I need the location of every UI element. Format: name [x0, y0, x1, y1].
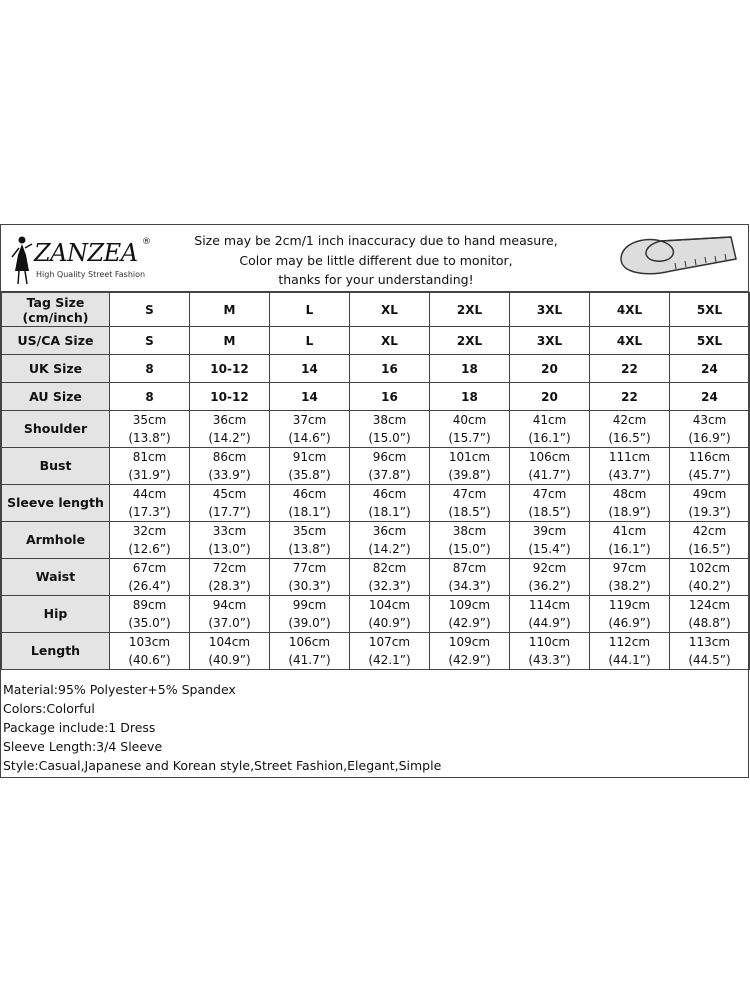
measure-cm: 35cm: [292, 524, 327, 538]
measure-cell: [350, 411, 430, 448]
measure-cm: 36cm: [212, 413, 247, 427]
measure-cm: 92cm: [532, 561, 567, 575]
measure-cm: 114cm: [528, 598, 571, 612]
measure-cell: [350, 522, 430, 559]
measure-inch: (17.7”): [208, 505, 251, 519]
note-line: Color may be little different due to monitor,: [239, 252, 513, 268]
measure-cell: [670, 522, 750, 559]
brand-logo: [5, 229, 165, 287]
size-cell: 3XL: [510, 293, 590, 327]
measure-inch: (33.9”): [208, 468, 251, 482]
row-label-line: (cm/inch): [22, 309, 89, 325]
measure-cm: 81cm: [132, 450, 167, 464]
measure-cell: [190, 596, 270, 633]
note-line: Size may be 2cm/1 inch inaccuracy due to hand measure,: [194, 233, 558, 248]
size-cell: 24: [670, 383, 750, 411]
measure-cell: [270, 411, 350, 448]
measure-inch: (36.2”): [528, 579, 571, 593]
measure-inch: (44.5”): [688, 653, 731, 667]
row-label: AU Size: [2, 383, 110, 411]
measure-cell: [510, 411, 590, 448]
measure-cm: 41cm: [612, 524, 647, 538]
measure-inch: (18.5”): [528, 505, 571, 519]
measure-cm: 72cm: [212, 561, 247, 575]
size-cell: 18: [430, 355, 510, 383]
measure-cell: [670, 596, 750, 633]
size-cell: L: [270, 293, 350, 327]
brand-name: ZANZEA: [34, 239, 138, 267]
measure-inch: (48.8”): [688, 616, 731, 630]
measure-cm: 46cm: [372, 487, 407, 501]
measure-cell: [430, 633, 510, 670]
measure-inch: (30.3”): [288, 579, 331, 593]
measure-inch: (16.1”): [608, 542, 651, 556]
measure-cm: 107cm: [368, 635, 411, 649]
measure-cell: [590, 411, 670, 448]
measure-inch: (41.7”): [288, 653, 331, 667]
measure-cm: 47cm: [532, 487, 567, 501]
table-row: [2, 383, 750, 411]
measure-inch: (13.8”): [288, 542, 331, 556]
measure-cm: 86cm: [212, 450, 247, 464]
measure-cell: [590, 485, 670, 522]
measure-inch: (15.7”): [448, 431, 491, 445]
measure-cell: [350, 559, 430, 596]
measure-cm: 38cm: [452, 524, 487, 538]
measure-cm: 124cm: [688, 598, 731, 612]
measure-cm: 99cm: [292, 598, 327, 612]
measure-inch: (26.4”): [128, 579, 171, 593]
measure-cell: [350, 448, 430, 485]
size-cell: 20: [510, 383, 590, 411]
row-label: US/CA Size: [2, 327, 110, 355]
size-cell: 10-12: [190, 383, 270, 411]
measure-cell: [590, 448, 670, 485]
measure-inch: (28.3”): [208, 579, 251, 593]
measure-inch: (44.9”): [528, 616, 571, 630]
row-label: UK Size: [2, 355, 110, 383]
row-label: Length: [2, 633, 110, 670]
measure-cm: 49cm: [692, 487, 727, 501]
measure-cell: [430, 485, 510, 522]
measure-cell: [110, 596, 190, 633]
measure-inch: (43.3”): [528, 653, 571, 667]
measure-cell: [430, 559, 510, 596]
measure-cm: 109cm: [448, 635, 491, 649]
spec-colors: Colors:Colorful: [3, 701, 95, 716]
size-cell: 16: [350, 383, 430, 411]
measure-inch: (18.9”): [608, 505, 651, 519]
measure-cm: 91cm: [292, 450, 327, 464]
measure-cm: 106cm: [528, 450, 571, 464]
measure-inch: (39.8”): [448, 468, 491, 482]
measure-cell: [190, 559, 270, 596]
measure-cell: [110, 411, 190, 448]
size-cell: 2XL: [430, 293, 510, 327]
measure-inch: (34.3”): [448, 579, 491, 593]
measure-cell: [350, 633, 430, 670]
measure-cm: 39cm: [532, 524, 567, 538]
measure-inch: (13.0”): [208, 542, 251, 556]
measure-cell: [190, 522, 270, 559]
measure-cell: [190, 485, 270, 522]
measure-cell: [270, 522, 350, 559]
spec-sleeve-length: Sleeve Length:3/4 Sleeve: [3, 739, 163, 754]
size-cell: 14: [270, 383, 350, 411]
registered-mark: ®: [142, 237, 151, 247]
measure-cm: 32cm: [132, 524, 167, 538]
measure-inch: (35.8”): [288, 468, 331, 482]
measure-cm: 104cm: [208, 635, 251, 649]
measure-inch: (45.7”): [688, 468, 731, 482]
measure-cell: [670, 633, 750, 670]
measure-cm: 104cm: [368, 598, 411, 612]
measure-cell: [270, 633, 350, 670]
measure-inch: (31.9”): [128, 468, 171, 482]
measure-inch: (16.9”): [688, 431, 731, 445]
measure-cell: [270, 485, 350, 522]
measure-cm: 36cm: [372, 524, 407, 538]
measure-cell: [670, 485, 750, 522]
size-cell: 8: [110, 355, 190, 383]
size-cell: 2XL: [430, 327, 510, 355]
measure-cell: [510, 559, 590, 596]
measure-inch: (40.6”): [128, 653, 171, 667]
row-label: Bust: [2, 448, 110, 485]
size-cell: 16: [350, 355, 430, 383]
row-label: Waist: [2, 559, 110, 596]
fashion-figure-icon: [9, 235, 35, 285]
measure-cm: 94cm: [212, 598, 247, 612]
measure-cm: 46cm: [292, 487, 327, 501]
table-row: [2, 448, 750, 485]
size-cell: 5XL: [670, 293, 750, 327]
measure-cm: 67cm: [132, 561, 167, 575]
measure-inch: (41.7”): [528, 468, 571, 482]
measure-inch: (37.8”): [368, 468, 411, 482]
table-row: [2, 355, 750, 383]
measure-cell: [270, 596, 350, 633]
measure-cm: 97cm: [612, 561, 647, 575]
table-row: [2, 559, 750, 596]
measure-inch: (32.3”): [368, 579, 411, 593]
measure-cm: 33cm: [212, 524, 247, 538]
measure-cm: 48cm: [612, 487, 647, 501]
measure-cm: 113cm: [688, 635, 731, 649]
spec-package: Package include:1 Dress: [3, 720, 156, 735]
size-cell: 5XL: [670, 327, 750, 355]
measure-inch: (15.0”): [368, 431, 411, 445]
measure-cell: [510, 633, 590, 670]
measure-inch: (42.1”): [368, 653, 411, 667]
measure-inch: (42.9”): [448, 616, 491, 630]
measure-cm: 37cm: [292, 413, 327, 427]
spec-material: Material:95% Polyester+5% Spandex: [3, 682, 236, 697]
measure-cell: [670, 559, 750, 596]
measure-inch: (16.1”): [528, 431, 571, 445]
size-cell: L: [270, 327, 350, 355]
measure-cell: [590, 633, 670, 670]
measure-cm: 103cm: [128, 635, 171, 649]
row-label: [2, 293, 110, 327]
row-label: Armhole: [2, 522, 110, 559]
measure-inch: (13.8”): [128, 431, 171, 445]
measure-cm: 41cm: [532, 413, 567, 427]
measure-cm: 82cm: [372, 561, 407, 575]
size-cell: S: [110, 293, 190, 327]
measure-inch: (17.3”): [128, 505, 171, 519]
measure-cell: [510, 596, 590, 633]
measure-inch: (40.9”): [368, 616, 411, 630]
measure-cell: [430, 596, 510, 633]
measure-cm: 96cm: [372, 450, 407, 464]
note-line: thanks for your understanding!: [278, 272, 474, 287]
measure-inch: (14.2”): [368, 542, 411, 556]
measure-inch: (40.9”): [208, 653, 251, 667]
measure-cell: [350, 596, 430, 633]
measure-inch: (35.0”): [128, 616, 171, 630]
measure-cell: [510, 485, 590, 522]
measure-cell: [430, 522, 510, 559]
measure-cell: [110, 485, 190, 522]
row-label: Hip: [2, 596, 110, 633]
table-row: [2, 327, 750, 355]
measure-cm: 35cm: [132, 413, 167, 427]
measure-cm: 102cm: [688, 561, 731, 575]
table-row: [2, 596, 750, 633]
measure-cm: 45cm: [212, 487, 247, 501]
size-cell: 4XL: [590, 327, 670, 355]
measure-inch: (14.6”): [288, 431, 331, 445]
measure-inch: (42.9”): [448, 653, 491, 667]
measure-cm: 77cm: [292, 561, 327, 575]
table-row: [2, 485, 750, 522]
measure-cell: [110, 559, 190, 596]
measure-inch: (46.9”): [608, 616, 651, 630]
measure-inch: (16.5”): [688, 542, 731, 556]
measure-inch: (43.7”): [608, 468, 651, 482]
measure-cm: 109cm: [448, 598, 491, 612]
measurement-notes: [171, 231, 581, 290]
size-cell: 18: [430, 383, 510, 411]
measure-cm: 87cm: [452, 561, 487, 575]
measure-cell: [670, 411, 750, 448]
measure-cm: 101cm: [448, 450, 491, 464]
measure-cm: 116cm: [688, 450, 731, 464]
brand-tagline: High Quality Street Fashion: [36, 270, 146, 279]
measure-cell: [350, 485, 430, 522]
measure-cell: [430, 411, 510, 448]
measure-cell: [590, 559, 670, 596]
measure-cm: 89cm: [132, 598, 167, 612]
table-row: [2, 522, 750, 559]
size-cell: 22: [590, 355, 670, 383]
size-cell: XL: [350, 293, 430, 327]
measure-inch: (18.1”): [368, 505, 411, 519]
measure-cm: 47cm: [452, 487, 487, 501]
measure-cm: 43cm: [692, 413, 727, 427]
table-row: [2, 633, 750, 670]
measure-cell: [110, 448, 190, 485]
measure-inch: (37.0”): [208, 616, 251, 630]
measure-cm: 112cm: [608, 635, 651, 649]
measure-cm: 40cm: [452, 413, 487, 427]
measure-cell: [670, 448, 750, 485]
size-cell: 22: [590, 383, 670, 411]
measure-inch: (44.1”): [608, 653, 651, 667]
measure-inch: (18.5”): [448, 505, 491, 519]
measure-cell: [270, 559, 350, 596]
measure-cm: 119cm: [608, 598, 651, 612]
measure-cell: [190, 633, 270, 670]
table-row: [2, 411, 750, 448]
measure-inch: (14.2”): [208, 431, 251, 445]
row-label: Sleeve length: [2, 485, 110, 522]
size-cell: 8: [110, 383, 190, 411]
size-cell: 4XL: [590, 293, 670, 327]
measure-inch: (15.4”): [528, 542, 571, 556]
product-specs: [3, 680, 441, 775]
measure-cell: [110, 522, 190, 559]
measuring-tape-icon: [611, 229, 741, 289]
size-cell: M: [190, 327, 270, 355]
measure-cm: 42cm: [692, 524, 727, 538]
size-table: [1, 292, 750, 670]
measure-cm: 111cm: [608, 450, 651, 464]
row-label: Shoulder: [2, 411, 110, 448]
table-row: [2, 293, 750, 327]
measure-cm: 110cm: [528, 635, 571, 649]
measure-inch: (12.6”): [128, 542, 171, 556]
size-cell: 14: [270, 355, 350, 383]
measure-cell: [590, 596, 670, 633]
row-label-line: Tag Size: [26, 294, 85, 310]
measure-inch: (18.1”): [288, 505, 331, 519]
chart-header: [1, 225, 748, 292]
measure-inch: (39.0”): [288, 616, 331, 630]
measure-cm: 38cm: [372, 413, 407, 427]
size-cell: M: [190, 293, 270, 327]
measure-cell: [510, 448, 590, 485]
measure-cell: [510, 522, 590, 559]
measure-cell: [190, 448, 270, 485]
size-cell: 3XL: [510, 327, 590, 355]
size-cell: S: [110, 327, 190, 355]
measure-cell: [190, 411, 270, 448]
measure-cell: [270, 448, 350, 485]
measure-cm: 42cm: [612, 413, 647, 427]
measure-cell: [590, 522, 670, 559]
measure-cm: 106cm: [288, 635, 331, 649]
measure-inch: (38.2”): [608, 579, 651, 593]
size-cell: 10-12: [190, 355, 270, 383]
measure-cm: 44cm: [132, 487, 167, 501]
size-cell: XL: [350, 327, 430, 355]
measure-cell: [110, 633, 190, 670]
measure-cell: [430, 448, 510, 485]
measure-inch: (19.3”): [688, 505, 731, 519]
spec-style: Style:Casual,Japanese and Korean style,Street Fashion,Elegant,Simple: [3, 758, 442, 773]
measure-inch: (40.2”): [688, 579, 731, 593]
size-cell: 24: [670, 355, 750, 383]
measure-inch: (16.5”): [608, 431, 651, 445]
size-cell: 20: [510, 355, 590, 383]
measure-inch: (15.0”): [448, 542, 491, 556]
